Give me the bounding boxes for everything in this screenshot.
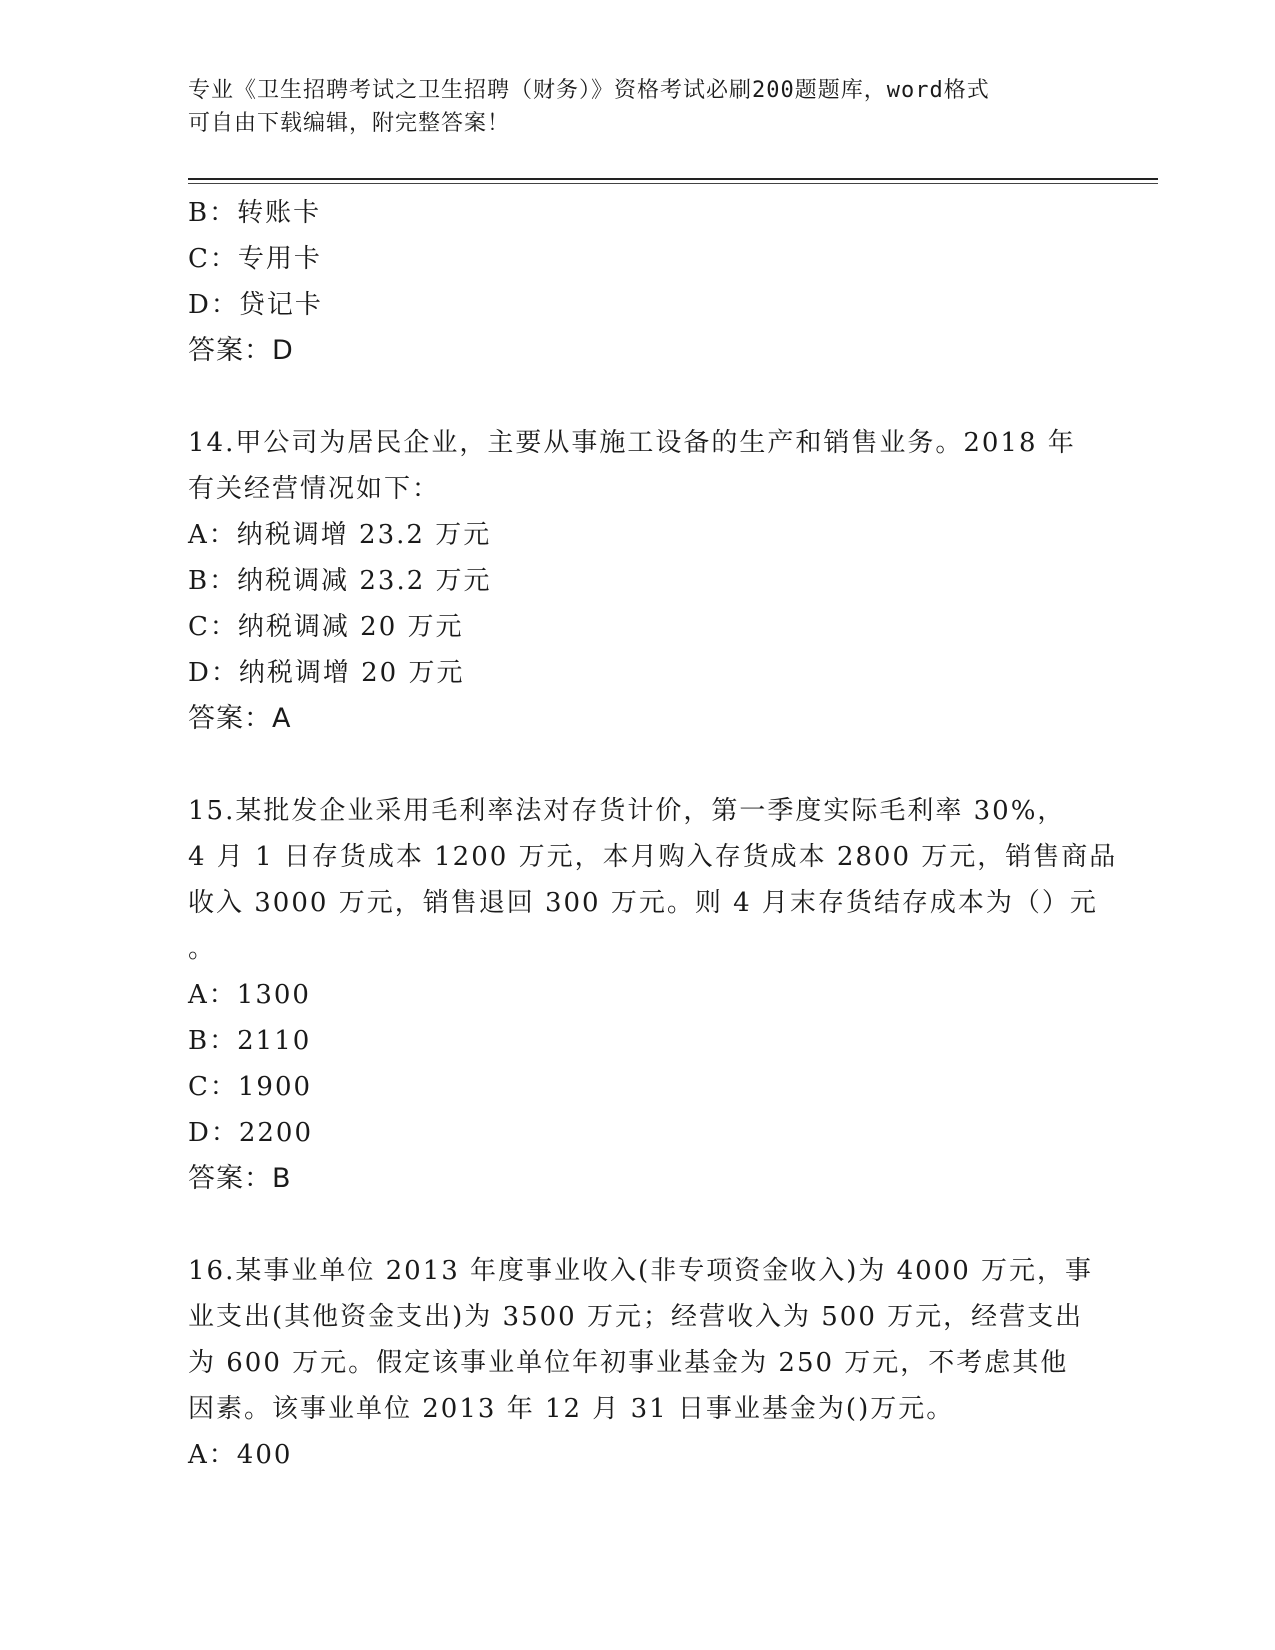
option-c: C：专用卡 (188, 244, 322, 274)
question-text-line: 。 (188, 934, 217, 964)
question-text-line: 业支出(其他资金支出)为 3500 万元；经营收入为 500 万元，经营支出 (188, 1302, 1084, 1332)
document-header (188, 74, 1088, 140)
question-text-line: 14.甲公司为居民企业，主要从事施工设备的生产和销售业务。2018 年 (188, 428, 1076, 458)
option-a: A：1300 (188, 980, 311, 1010)
answer: 答案：B (188, 1163, 292, 1194)
header-line-2: 可自由下载编辑，附完整答案！ (188, 111, 511, 136)
option-d: D：纳税调增 20 万元 (188, 658, 465, 688)
option-c: C：1900 (188, 1072, 313, 1102)
question-16 (188, 1248, 1094, 1478)
option-a: A：纳税调增 23.2 万元 (188, 520, 492, 550)
question-13 (188, 190, 1088, 374)
question-text-line: 15.某批发企业采用毛利率法对存货计价，第一季度实际毛利率 30%， (188, 796, 1066, 826)
option-d: D：2200 (188, 1118, 314, 1148)
question-15 (188, 788, 1118, 1202)
question-text-line: 4 月 1 日存货成本 1200 万元，本月购入存货成本 2800 万元，销售商品 (188, 842, 1118, 872)
header-line-1: 专业《卫生招聘考试之卫生招聘（财务）》资格考试必刷200题题库，word格式 (188, 78, 990, 103)
option-b: B：转账卡 (188, 198, 322, 228)
question-list (188, 190, 1118, 1478)
option-b: B：2110 (188, 1026, 312, 1056)
question-text-line: 因素。该事业单位 2013 年 12 月 31 日事业基金为()万元。 (188, 1394, 955, 1424)
header-rule-thick (188, 178, 1158, 180)
question-text-line: 有关经营情况如下： (188, 474, 441, 504)
answer: 答案：A (188, 703, 292, 734)
option-d: D：贷记卡 (188, 290, 323, 320)
answer: 答案：D (188, 335, 294, 366)
question-text-line: 16.某事业单位 2013 年度事业收入(非专项资金收入)为 4000 万元，事 (188, 1256, 1094, 1286)
question-text-line: 收入 3000 万元，销售退回 300 万元。则 4 月末存货结存成本为（）元 (188, 888, 1098, 918)
option-c: C：纳税调减 20 万元 (188, 612, 464, 642)
option-b: B：纳税调减 23.2 万元 (188, 566, 492, 596)
question-14 (188, 420, 1088, 742)
question-text-line: 为 600 万元。假定该事业单位年初事业基金为 250 万元，不考虑其他 (188, 1348, 1069, 1378)
option-a: A：400 (188, 1440, 293, 1470)
header-rule-thin (188, 183, 1158, 184)
